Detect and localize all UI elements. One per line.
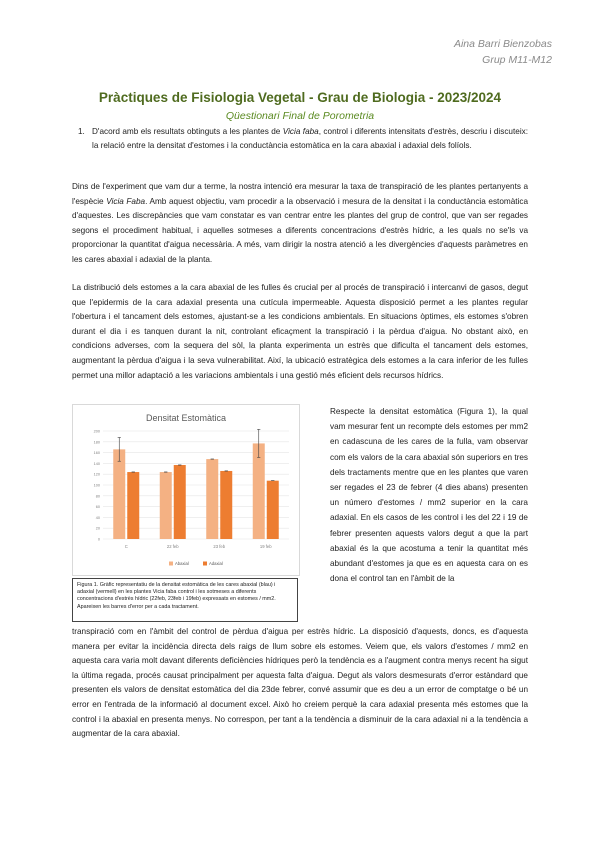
- y-tick-label: 180: [93, 440, 100, 445]
- paragraph-intro: [72, 180, 528, 268]
- x-tick-label: C: [124, 544, 128, 549]
- chart-svg: [73, 405, 299, 575]
- y-tick-label: 60: [95, 505, 100, 510]
- y-tick-label: 160: [93, 451, 100, 456]
- bar-adaxial: [267, 481, 279, 539]
- legend-label: Abaxial: [175, 561, 189, 566]
- bar-adaxial: [127, 472, 139, 539]
- author-block: [454, 36, 552, 68]
- legend-swatch: [203, 562, 207, 566]
- paragraph-discussion: transpiració com en l'àmbit del control de pèrdua d'aigua per estrès hídric. La disposició d'aquests, doncs, es d'aquesta manera per evitar la incidència directa dels raigs de llum sobre els estomes. Veiem que, els valors d'estomes / mm2 en aquesta cara varia molt davant diferents deficiències hídriques però la tendència es a l'augment contra menys recent ha sigut la última regada, procés causat principalment per aquesta falta d'aigua. Degut als valors desmesurats d'error estàndard que presenten els valors de densitat estomàtica del dia 23de febrer, convé assumir que es deu a un error de comptatge o bé un error en l'entrada de la informació al document excel. Això ho creiem perquè la cara adaxial presenta més estomes que la control i la abaxial en presenta menys. No correspon, per tant a la tendència a disminuir de la cara adaxial ni a la tendència a augmentar de la cara abaxial.: [72, 627, 528, 739]
- intro-text-2: . Amb aquest objectiu, vam procedir a la observació i mesura de la densitat i la conductància estomàtica d'aquestes. Les discrepàncies que vam constatar es van centrar entre les plantes del grup de control, que van ser regades segons el procediment habitual, i aquelles sotmeses a diferents concentracions d'estrès hídric, a les quals no se'ls va proporcionar la quantitat d'aigua necessària. A més, vam dirigir la nostra atenció a les divergències d'aquests paràmetres en les cares abaxial i adaxial de la planta.: [72, 196, 528, 264]
- y-tick-label: 100: [93, 483, 100, 488]
- y-tick-label: 20: [95, 526, 100, 531]
- bar-abaxial: [206, 459, 218, 539]
- paragraph-stomata-distribution: La distribució dels estomes a la cara abaxial de les fulles és crucial per al procés de transpiració i intercanvi de gasos, degut que l'epidermis de la cara adaxial presenta una cutícula impermeable. Aquesta disposició permet a les plantes regular l'obertura i el tancament dels estomes, ajustant-se a les condicions ambientals. En situacions òptimes, els estomes s'obren durant el dia i es tanquen durant la nit, controlant eficaçment la transpiració i la pèrdua d'aigua. No obstant això, en condicions adverses, com la sequera del sòl, la planta experimenta un estrès que dificulta el tancament dels estomes, augmentant la pèrdua d'aigua i la seva vulnerabilitat. Així, la ubicació estratègica dels estomes a la cara inferior de les fulles permet una millor adaptació a les variacions ambientals i una gestió més eficient dels recursos hídrics.: [72, 283, 528, 380]
- x-tick-label: 22 feb: [166, 544, 179, 549]
- paragraph-density-results: Respecte la densitat estomàtica (Figura 1), la qual vam mesurar fent un recompte dels estomes per mm2 en cadascuna de les cares de la fulla, vam observar com els valors de la cara abaxial són superiors en tres dels tractaments mentre que en les plantes que varen ser regades el 23 de febrer (4 dies abans) presenten un número d'estomes / mm2 superior en la cara adaxial. En els casos de les control i les del 22 i 19 de febrer presenten aquests valors degut a que la part abaxial és la que acostuma a tenir la quantitat més abundant d'estomes ja que es en aquesta cara on es dona el control tan en l'àmbit de la: [330, 407, 528, 584]
- question-1: [78, 125, 529, 153]
- question-text-2: , control i diferents intensitats d'estrès, descriu i discuteix: la relació entre la densitat d'estomes i la conductància estomàtica en la cara abaxial i adaxial dels folíols.: [92, 127, 529, 150]
- author-name: Aina Barri Bienzobas: [453, 38, 552, 50]
- chart-title: Densitat Estomàtica: [145, 413, 227, 423]
- y-tick-label: 120: [93, 472, 100, 477]
- bar-abaxial: [113, 449, 125, 539]
- x-tick-label: 19 feb: [259, 544, 272, 549]
- legend-label: Adaxial: [209, 561, 223, 566]
- intro-species: Vicia Faba: [106, 196, 146, 206]
- stomatal-density-chart: [72, 404, 300, 576]
- y-tick-label: 40: [95, 515, 100, 520]
- question-text-1: D'acord amb els resultats obtinguts a les plantes de: [92, 127, 283, 136]
- y-tick-label: 140: [93, 461, 100, 466]
- question-species: Vicia faba: [282, 127, 319, 136]
- figure-caption: Figura 1. Gràfic representatiu de la densitat estomàtica de les cares abaxial (blau) i adaxial (vermell) en les plantes Vicia faba control i les sotmeses a diferents concentracions d'estrès hídric (22feb, 23feb i 19feb) expressats en estomes / mm2. Apareixen les barres d'error per a cada tractament.: [72, 578, 298, 622]
- intro-text-1: Dins de l'experiment que vam dur a terme, la nostra intenció era mesurar la taxa de transpiració de les plantes pertanyents a l'espècie: [72, 182, 528, 206]
- y-tick-label: 200: [93, 429, 100, 434]
- legend-swatch: [169, 562, 173, 566]
- x-tick-label: 23 feb: [213, 544, 226, 549]
- group-name: Grup M11-M12: [482, 54, 552, 66]
- document-subtitle: Qüestionari Final de Porometria: [225, 110, 375, 122]
- document-title: Pràctiques de Fisiologia Vegetal - Grau de Biologia - 2023/2024: [98, 90, 502, 105]
- y-tick-label: 80: [95, 494, 100, 499]
- question-number: 1.: [78, 127, 85, 136]
- bar-adaxial: [174, 465, 186, 539]
- bar-abaxial: [160, 472, 172, 539]
- bar-adaxial: [220, 471, 232, 539]
- y-tick-label: 0: [97, 537, 100, 542]
